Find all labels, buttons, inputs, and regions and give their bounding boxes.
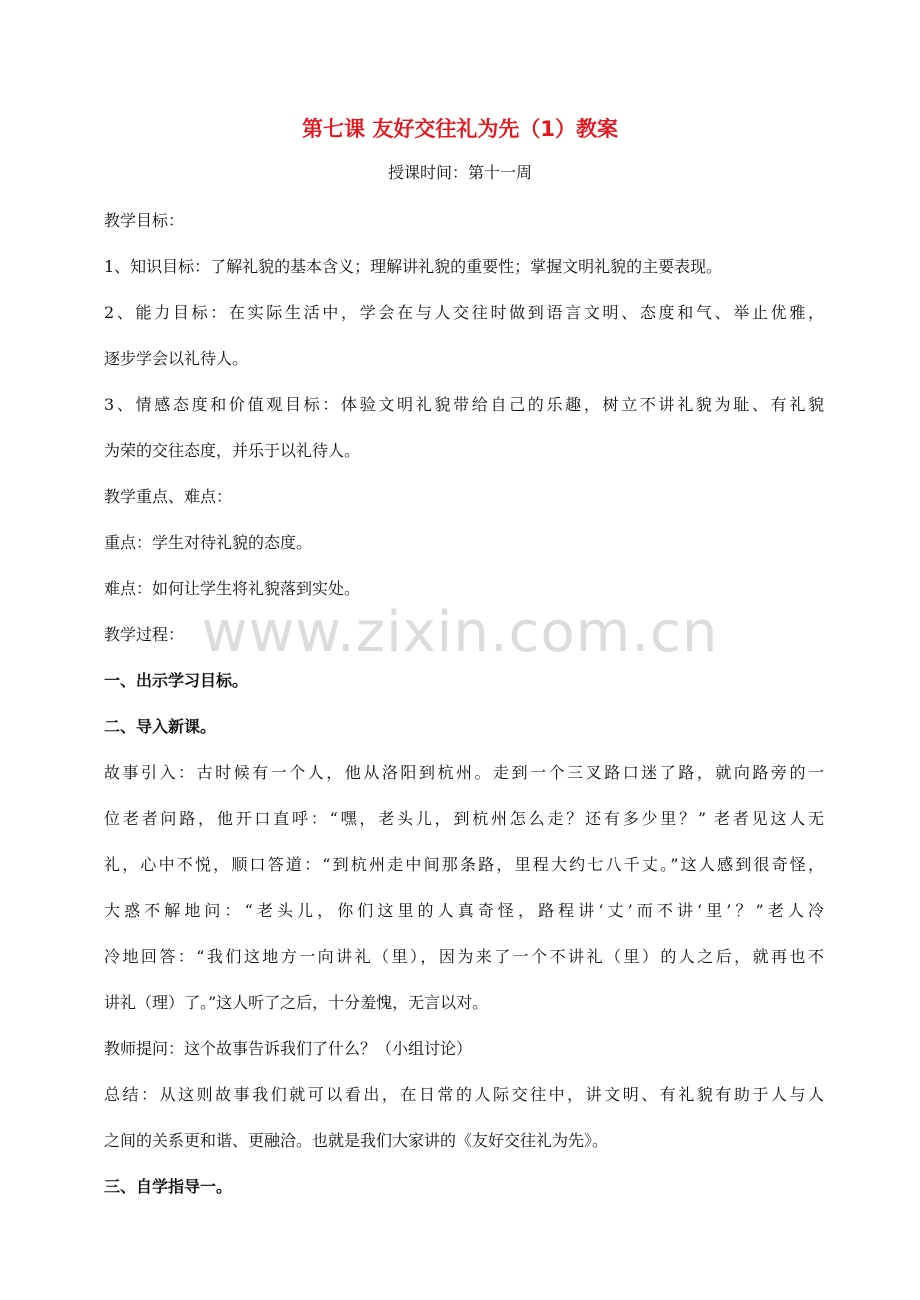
process-heading: 教学过程： — [104, 625, 185, 644]
watermark: www.zixin.com.cn — [201, 600, 719, 665]
section-heading-2: 二、导入新课。 — [104, 717, 217, 736]
story-line-2: 位老者问路，他开口直呼：“嘿，老头儿，到杭州怎么走？还有多少里？” 老者见这人无 — [104, 809, 824, 828]
attitude-objective-cont: 为荣的交往态度，并乐于以礼待人。 — [104, 441, 361, 460]
section-heading-3: 三、自学指导一。 — [104, 1177, 233, 1196]
summary-line-1: 总结：从这则故事我们就可以看出，在日常的人际交往中，讲文明、有礼貌有助于人与人 — [104, 1085, 824, 1104]
story-line-5: 冷地回答：“我们这地方一向讲礼（里），因为来了一个不讲礼（里）的人之后，就再也不 — [104, 947, 824, 966]
knowledge-objective: 1、知识目标：了解礼貌的基本含义；理解讲礼貌的重要性；掌握文明礼貌的主要表现。 — [104, 257, 723, 276]
key-point: 重点：学生对待礼貌的态度。 — [104, 533, 313, 552]
document-title: 第七课 友好交往礼为先（1）教案 — [302, 117, 618, 141]
ability-objective-cont: 逐步学会以礼待人。 — [104, 349, 249, 368]
section-heading-1: 一、出示学习目标。 — [104, 671, 249, 690]
story-line-4: 大惑不解地问：“老头儿，你们这里的人真奇怪，路程讲‘丈’而不讲‘里’？”老人冷 — [104, 901, 824, 920]
story-line-3: 礼，心中不悦，顺口答道：“到杭州走中间那条路，里程大约七八千丈。”这人感到很奇怪， — [104, 855, 824, 874]
story-line-6: 讲礼（理）了。”这人听了之后，十分羞愧，无言以对。 — [104, 993, 489, 1012]
difficult-point: 难点：如何让学生将礼貌落到实处。 — [104, 579, 361, 598]
ability-objective: 2、能力目标：在实际生活中，学会在与人交往时做到语言文明、态度和气、举止优雅， — [104, 303, 824, 322]
lesson-time: 授课时间：第十一周 — [387, 163, 532, 182]
teacher-question: 教师提问：这个故事告诉我们了什么？（小组讨论） — [104, 1039, 473, 1058]
key-points-heading: 教学重点、难点： — [104, 487, 233, 506]
summary-line-2: 之间的关系更和谐、更融洽。也就是我们大家讲的《友好交往礼为先》。 — [104, 1131, 609, 1150]
attitude-objective: 3、情感态度和价值观目标：体验文明礼貌带给自己的乐趣，树立不讲礼貌为耻、有礼貌 — [104, 395, 824, 414]
objectives-heading: 教学目标： — [104, 211, 185, 230]
story-line-1: 故事引入：古时候有一个人，他从洛阳到杭州。走到一个三叉路口迷了路，就向路旁的一 — [104, 763, 824, 782]
